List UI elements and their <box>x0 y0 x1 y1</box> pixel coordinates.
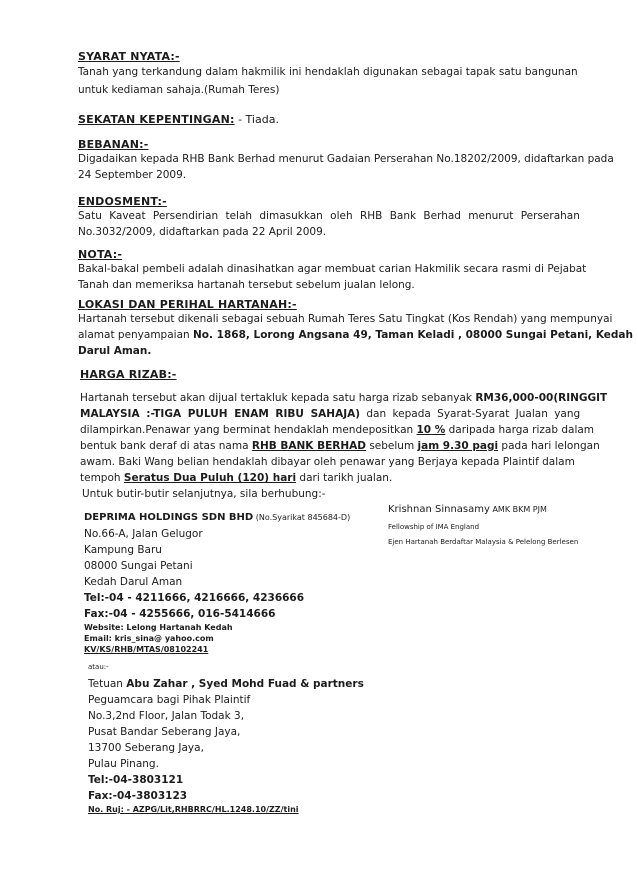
section-bebanan <box>78 138 614 183</box>
deprima-fax: Fax:-04 - 4255666, 016-5414666 <box>84 608 276 620</box>
lokasi-line-1: Hartanah tersebut dikenali sebagai sebuah Rumah Teres Satu Tingkat (Kos Rendah) yang mempunyai <box>78 313 613 325</box>
endosment-line-1: Satu Kaveat Persendirian telah dimasukkan oleh RHB Bank Berhad menurut Perserahan <box>78 210 580 222</box>
tetuan-address-3: Pusat Bandar Seberang Jaya, <box>88 726 241 738</box>
tetuan-firm-name: Abu Zahar , Syed Mohd Fuad & partners <box>126 678 364 690</box>
tetuan-tel: Tel:-04-3803121 <box>88 774 184 786</box>
krishnan-line-2: Ejen Hartanah Berdaftar Malaysia & Pelelong Berlesen <box>388 538 579 546</box>
harga-l2-text: dan kepada Syarat-Syarat Jualan yang <box>360 408 581 420</box>
nota-line-1: Bakal-bakal pembeli adalah dinasihatkan agar membuat carian Hakmilik secara rasmi di Pejabat <box>78 263 587 275</box>
lokasi-address: No. 1868, Lorong Angsana 49, Taman Keladi , 08000 Sungai Petani, Kedah <box>193 329 633 341</box>
harga-heading: HARGA RIZAB:- <box>80 368 177 381</box>
tetuan-address-5: Pulau Pinang. <box>88 758 159 770</box>
harga-l6-text-b: dari tarikh jualan. <box>296 472 393 484</box>
section-nota <box>78 248 586 293</box>
bebanan-line-2: 24 September 2009. <box>78 169 187 181</box>
krishnan-line-1: Fellowship of IMA England <box>388 523 480 531</box>
contact-intro: Untuk butir-butir selanjutnya, sila berhubung:- <box>82 488 326 500</box>
section-sekatan <box>78 108 279 128</box>
section-endosment <box>78 195 580 240</box>
deprima-address-3: 08000 Sungai Petani <box>84 560 193 572</box>
deprima-reg: (No.Syarikat 845684-D) <box>253 513 351 522</box>
deprima-website: Website: Lelong Hartanah Kedah <box>84 623 233 632</box>
harga-l3-text-b: daripada harga rizab dalam <box>445 424 595 436</box>
endosment-heading: ENDOSMENT:- <box>78 195 167 208</box>
harga-period: Seratus Dua Puluh (120) hari <box>123 472 297 484</box>
syarat-line-2: untuk kediaman sahaja.(Rumah Teres) <box>78 84 280 96</box>
section-syarat-nyata <box>78 50 578 98</box>
deprima-email: Email: kris_sina@ yahoo.com <box>84 634 214 643</box>
deprima-tel: Tel:-04 - 4211666, 4216666, 4236666 <box>84 592 305 604</box>
harga-l5-text: awam. Baki Wang belian hendaklah dibayar oleh penawar yang Berjaya kepada Plaintif dalam <box>80 456 575 468</box>
harga-bank-name: RHB BANK BERHAD <box>251 440 366 452</box>
lokasi-heading: LOKASI DAN PERIHAL HARTANAH:- <box>78 298 297 311</box>
endosment-line-2: No.3032/2009, didaftarkan pada 22 April 2009. <box>78 226 327 238</box>
harga-l1-text: Hartanah tersebut akan dijual tertakluk kepada satu harga rizab sebanyak <box>80 392 476 404</box>
sekatan-value: - Tiada. <box>234 113 279 126</box>
tetuan-prefix: Tetuan <box>88 678 127 690</box>
harga-l6-text: tempoh <box>80 472 124 484</box>
harga-l1-bold: RM36,000-00(RINGGIT <box>475 392 608 404</box>
deprima-ref: KV/KS/RHB/MTAS/08102241 <box>84 645 209 654</box>
harga-l4-text-b: sebelum <box>366 440 418 452</box>
tetuan-address-2: No.3,2nd Floor, Jalan Todak 3, <box>88 710 245 722</box>
nota-heading: NOTA:- <box>78 248 123 261</box>
harga-l4-text-c: pada hari lelongan <box>498 440 600 452</box>
deprima-address-1: No.66-A, Jalan Gelugor <box>84 528 203 540</box>
section-lokasi <box>78 298 633 359</box>
tetuan-address-4: 13700 Seberang Jaya, <box>88 742 204 754</box>
nota-line-2: Tanah dan memeriksa hartanah tersebut sebelum jualan lelong. <box>78 279 415 291</box>
bebanan-heading: BEBANAN:- <box>78 138 149 151</box>
deprima-address-2: Kampung Baru <box>84 544 162 556</box>
harga-l4-text: bentuk bank deraf di atas nama <box>80 440 252 452</box>
lokasi-line-2-text: alamat penyampaian <box>78 329 194 341</box>
krishnan-titles: AMK BKM PJM <box>489 505 547 514</box>
deprima-contact <box>84 510 350 655</box>
krishnan-contact <box>388 502 578 548</box>
syarat-line-1: Tanah yang terkandung dalam hakmilik ini hendaklah digunakan sebagai tapak satu bangunan <box>78 66 578 78</box>
lokasi-address-end: Darul Aman. <box>78 345 152 357</box>
tetuan-fax: Fax:-04-3803123 <box>88 790 188 802</box>
harga-l3-text: dilampirkan.Penawar yang berminat hendaklah mendepositkan <box>80 424 417 436</box>
tetuan-address-1: Peguamcara bagi Pihak Plaintif <box>88 694 251 706</box>
tetuan-contact <box>88 676 364 815</box>
krishnan-name: Krishnan Sinnasamy <box>388 504 490 515</box>
sekatan-heading: SEKATAN KEPENTINGAN: <box>78 113 235 126</box>
deprima-name: DEPRIMA HOLDINGS SDN BHD <box>84 512 254 523</box>
bebanan-line-1: Digadaikan kepada RHB Bank Berhad menurut Gadaian Perserahan No.18202/2009, didaftarkan pada <box>78 153 614 165</box>
tetuan-ref: No. Ruj: - AZPG/Lit,RHBRRC/HL.1248.10/ZZ/tini <box>88 805 299 814</box>
harga-l2-bold: MALAYSIA :-TIGA PULUH ENAM RIBU SAHAJA) <box>80 408 361 420</box>
atau-label: atau:- <box>88 663 109 671</box>
harga-deposit-percent: 10 % <box>416 424 446 436</box>
section-harga-rizab <box>80 368 607 486</box>
deprima-address-4: Kedah Darul Aman <box>84 576 183 588</box>
syarat-heading: SYARAT NYATA:- <box>78 50 180 63</box>
harga-deadline-time: jam 9.30 pagi <box>417 440 499 452</box>
